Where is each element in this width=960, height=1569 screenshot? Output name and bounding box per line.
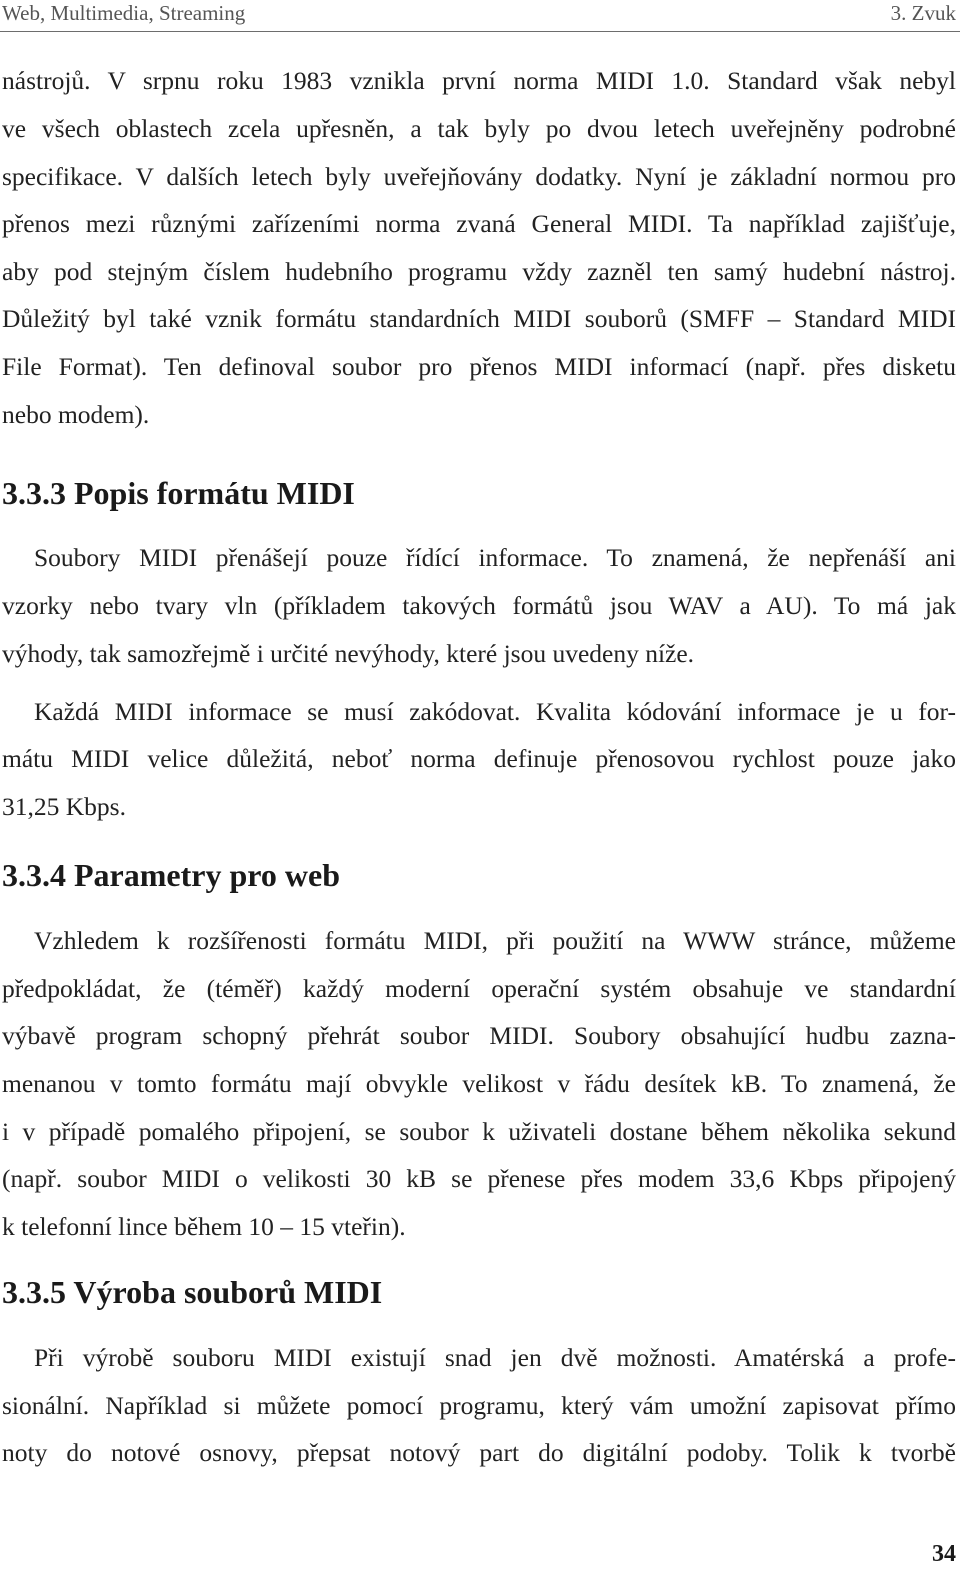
text-line: Při výrobě souboru MIDI existují snad jen dvě možnosti. Amatérská a profe- [34,1343,956,1372]
text-line: přenos mezi různými zařízeními norma zvaná General MIDI. Ta například zajišťuje, [2,209,956,238]
text-line: k telefonní lince během 10 – 15 vteřin). [2,1212,406,1241]
text-line: 31,25 Kbps. [2,792,126,821]
text-line: předpokládat, že (téměř) každý moderní operační systém obsahuje ve standardní [2,974,956,1003]
text-line: nástrojů. V srpnu roku 1983 vznikla první norma MIDI 1.0. Standard však nebyl [2,66,956,95]
header-chapter: 3. Zvuk [890,1,956,25]
text-line: aby pod stejným číslem hudebního programu vždy zazněl ten samý hudební nástroj. [2,257,956,286]
text-line: specifikace. V dalších letech byly uveřejňovány dodatky. Nyní je základní normou pro [2,162,956,191]
text-line: výhody, tak samozřejmě i určité nevýhody, které jsou uvedeny níže. [2,639,695,668]
text-line: noty do notové osnovy, přepsat notový part do digitální podoby. Tolik k tvorbě [2,1438,956,1467]
running-header [0,0,960,32]
header-book-title: Web, Multimedia, Streaming [2,1,246,25]
text-line: nebo modem). [2,400,150,429]
text-line: (např. soubor MIDI o velikosti 30 kB se přenese přes modem 33,6 Kbps připojený [2,1164,956,1193]
text-line: i v případě pomalého připojení, se soubor k uživateli dostane během několika sekund [2,1117,956,1146]
section-heading-3-3-5: 3.3.5 Výroba souborů MIDI [2,1274,383,1310]
text-line: Vzhledem k rozšířenosti formátu MIDI, při použití na WWW stránce, můžeme [34,926,956,955]
text-line: ve všech oblastech zcela upřesněn, a tak byly po dvou letech uveřejněny podrobné [2,114,956,143]
text-line: menanou v tomto formátu mají obvykle velikost v řádu desítek kB. To znamená, že [2,1069,956,1098]
page-number: 34 [932,1541,956,1567]
text-line: Důležitý byl také vznik formátu standardních MIDI souborů (SMFF – Standard MIDI [2,304,956,333]
section-heading-3-3-4: 3.3.4 Parametry pro web [2,857,340,893]
text-line: sionální. Například si můžete pomocí programu, který vám umožní zapisovat přímo [2,1391,956,1420]
text-line: File Format). Ten definoval soubor pro přenos MIDI informací (např. přes disketu [2,352,956,381]
text-line: vzorky nebo tvary vln (příkladem takových formátů jsou WAV a AU). To má jak [2,591,956,620]
section-heading-3-3-3: 3.3.3 Popis formátu MIDI [2,475,355,511]
text-line: Soubory MIDI přenášejí pouze řídící informace. To znamená, že nepřenáší ani [34,543,956,572]
text-line: výbavě program schopný přehrát soubor MIDI. Soubory obsahující hudbu zazna- [2,1021,956,1050]
text-line: mátu MIDI velice důležitá, neboť norma definuje přenosovou rychlost pouze jako [2,744,956,773]
text-line: Každá MIDI informace se musí zakódovat. Kvalita kódování informace je u for- [34,697,956,726]
